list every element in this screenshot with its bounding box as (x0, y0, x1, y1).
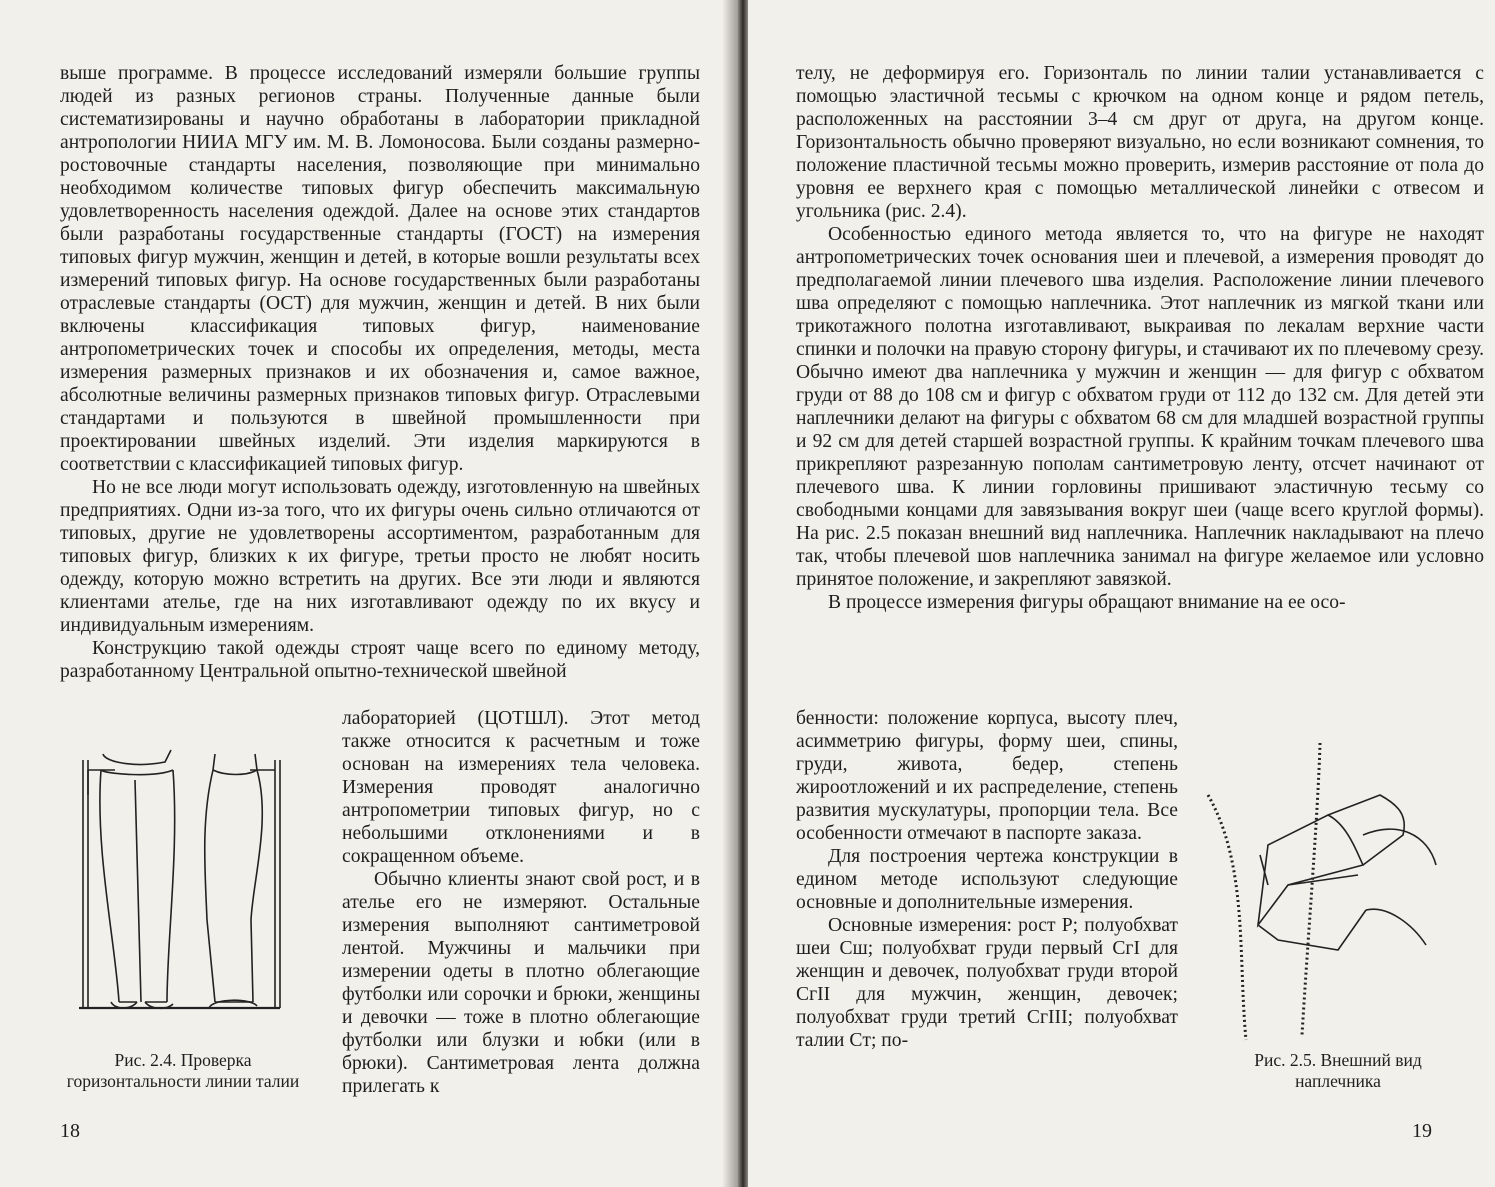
left-side-paragraph-1: лабораторией (ЦОТШЛ). Этот метод также относится к расчетным и тоже основан на измерениях тела человека. Измерения проводят аналогично антропометрии типовых фигур, но с небольшими отклонениями и в сокращенном объеме. (342, 708, 700, 867)
right-main-text (796, 62, 1484, 614)
figure-shoulder-pad (1198, 735, 1478, 1045)
left-side-text (342, 707, 700, 1098)
right-side-paragraph-1: бенности: положение корпуса, высоту плеч, асимметрию фигуры, форму шеи, спины, груди, живота, бедер, степень жироотложений и их распределение, степень развития мускулатуры, пропорции тела. Все особенности отмечают в паспорте заказа. (796, 708, 1178, 844)
page-number-left: 18 (60, 1120, 80, 1142)
left-paragraph-2: Но не все люди могут использовать одежду, изготовленную на швейных предприятиях. Одни из-за того, что их фигуры очень сильно отличаются от типовых, другие не удовлетворены ассортиментом, разработанным для типовых фигур, близких к их фигуре, третьи просто не любят носить одежду, которую можно встретить на других. Все эти люди и являются клиентами ателье, где на них изготавливают одежду по их вкусу и индивидуальным измерениям. (60, 477, 700, 636)
right-side-paragraph-2: Для построения чертежа конструкции в едином методе используют следующие основные и дополнительные измерения. (796, 846, 1178, 913)
left-paragraph-3: Конструкцию такой одежды строят чаще всего по единому методу, разработанному Центральной опытно-технической швейной (60, 638, 700, 682)
figure-waist-check (75, 740, 295, 1030)
right-paragraph-2: Особенностью единого метода является то, что на фигуре не находят антропометрических точек основания шеи и плечевой, а измерения проводят до предполагаемой линии плечевого шва изделия. Расположение линии плечевого шва определяют с помощью наплечника. Этот наплечник из мягкой ткани или трикотажного полотна изготавливают, выкраивая по лекалам верхние части спинки и полочки на правую сторону фигуры, и стачивают их по плечевому срезу. Обычно имеют два наплечника у мужчин и женщин — для фигур с обхватом груди от 88 до 108 см и фигур с обхватом груди от 112 до 132 см. Для детей эти наплечники делают на фигуры с обхватом 68 см для младшей возрастной группы и 92 см для детей старшей возрастной группы. К крайним точкам плечевого шва прикрепляют разрезанную пополам сантиметровую ленту, отсчет начинают от плечевого шва. К линии горловины пришивают эластичную тесьму со свободными концами для завязывания вокруг шеи (чаще всего круглой формы). На рис. 2.5 показан внешний вид наплечника. Наплечник накладывают на плечо так, чтобы плечевой шов наплечника занимал на фигуре желаемое или условно принятое положение, и закрепляют завязкой. (796, 224, 1484, 590)
left-side-paragraph-2: Обычно клиенты знают свой рост, и в ателье его не измеряют. Остальные измерения выполняют сантиметровой лентой. Мужчины и мальчики при измерении одеты в плотно облегающие футболки или сорочки и брюки, женщины и девочки — тоже в плотно облегающие футболки или блузки и юбки (или в брюки). Сантиметровая лента должна прилегать к (342, 869, 700, 1097)
left-page (0, 0, 738, 1187)
figure-caption-2-5: Рис. 2.5. Внешний вид наплечника (1254, 1050, 1422, 1091)
left-main-text (60, 62, 700, 683)
right-paragraph-3: В процессе измерения фигуры обращают внимание на ее осо- (828, 592, 1346, 613)
right-side-paragraph-3: Основные измерения: рост P; полуобхват шеи Cш; полуобхват груди первый CгI для женщин и девочек, полуобхват груди второй CгII для мужчин, женщин, девочек; полуобхват груди третий CгIII; полуобхват талии Cт; по- (796, 915, 1178, 1051)
right-page (748, 0, 1495, 1187)
left-paragraph-1: выше программе. В процессе исследований измеряли большие группы людей из разных регионов страны. Полученные данные были систематизированы и научно обработаны в лаборатории прикладной антропологии НИИА МГУ им. М. В. Ломоносова. Были созданы размерно-ростовочные стандарты населения, позволяющие при минимально необходимом количестве типовых фигур обеспечить максимальную удовлетворенность населения одеждой. Далее на основе этих стандартов были разработаны государственные стандарты (ГОСТ) на измерения типовых фигур мужчин, женщин и детей, в которые вошли результаты всех измерений типовых фигур. На основе государственных были разработаны отраслевые стандарты (ОСТ) для мужчин, женщин и детей. В них были включены классификация типовых фигур, наименование антропометрических точек и способы их определения, методы, места измерения размерных признаков и их обозначения и, самое важное, абсолютные величины размерных признаков типовых фигур. Отраслевыми стандартами и пользуются в швейной промышленности при проектировании швейных изделий. Эти изделия маркируются в соответствии с классификацией типовых фигур. (60, 63, 700, 475)
right-paragraph-1: телу, не деформируя его. Горизонталь по линии талии устанавливается с помощью эластичной тесьмы с крючком на одном конце и рядом петель, расположенных на расстоянии 3–4 см друг от друга, на другом конце. Горизонтальность обычно проверяют визуально, но если возникают сомнения, то положение пластичной тесьмы можно проверить, измерив расстояние от пола до уровня ее верхнего края с помощью металлической линейки с отвесом и угольника (рис. 2.4). (796, 63, 1484, 222)
figure-caption-2-4: Рис. 2.4. Проверка горизонтальности линии талии (66, 1050, 300, 1091)
right-side-text (796, 707, 1178, 1052)
page-number-right: 19 (1412, 1120, 1432, 1142)
